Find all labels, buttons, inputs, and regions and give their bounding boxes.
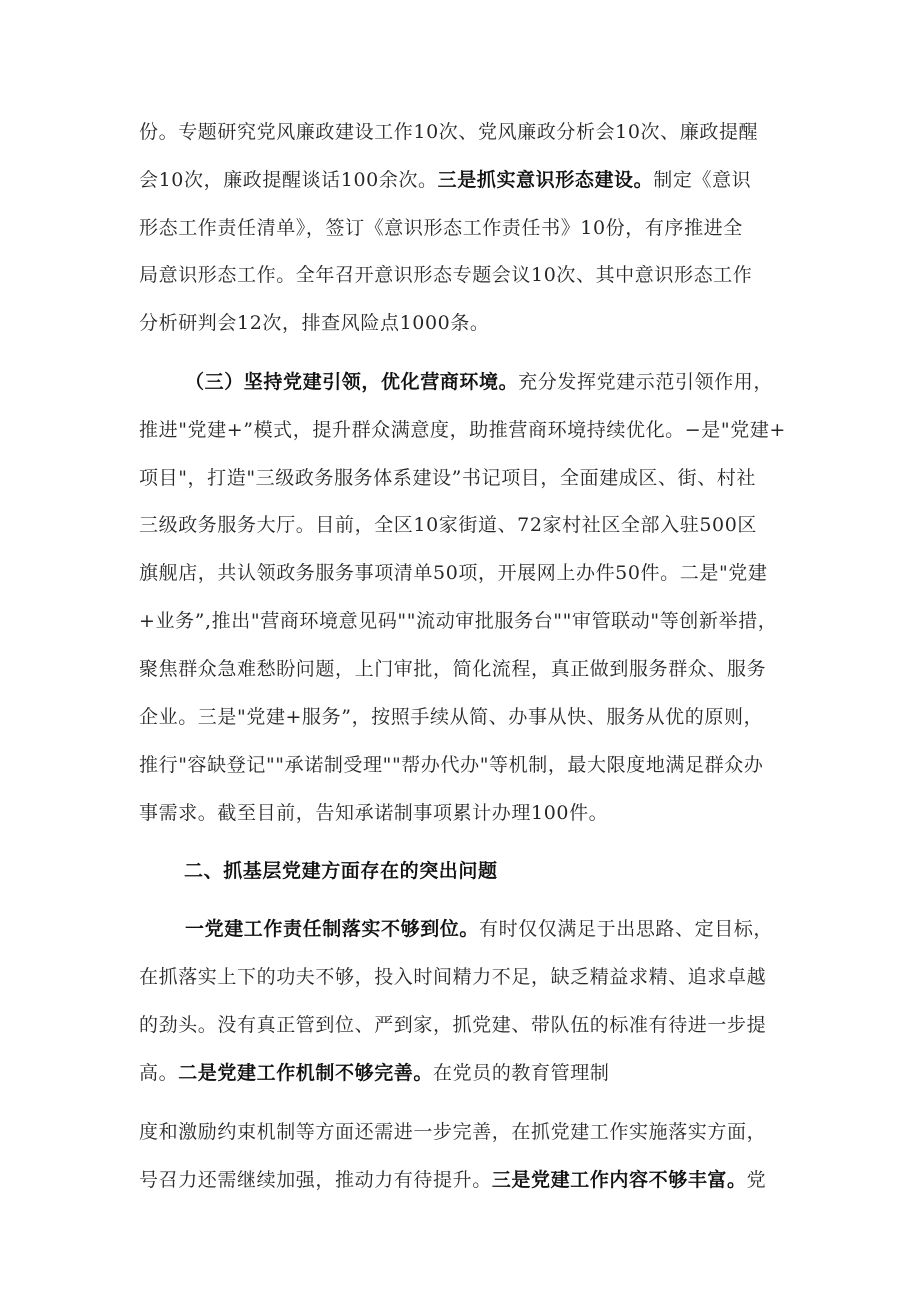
text-segment: 聚焦群众急难愁盼问题，上门审批，简化流程，真正做到服务群众、服务 [139, 658, 767, 680]
text-segment: 会10次，廉政提醒谈话100余次。 [139, 169, 438, 191]
text-segment: 三级政务服务大厅。目前，全区10家街道、72家村社区全部入驻500区 [139, 514, 758, 536]
bold-text-segment: 二是党建工作机制不够完善。 [178, 1062, 434, 1084]
text-line [185, 917, 773, 941]
bold-text-segment: 一党建工作责任制落实不够到位。 [185, 918, 480, 940]
text-segment: 有时仅仅满足于出思路、定目标， [479, 918, 774, 940]
text-segment: 推进"党建+”模式，提升群众满意度，助推营商环境持续优化。−是"党建+ [139, 419, 786, 441]
text-segment: 推行"容缺登记""承诺制受理""帮办代办"等机制，最大限度地满足群众办 [139, 754, 764, 776]
section-heading-three [185, 370, 773, 394]
text-line [139, 311, 490, 335]
text-segment: 党 [746, 1169, 767, 1191]
text-line [139, 1061, 609, 1085]
text-line [139, 263, 752, 287]
text-segment: 局意识形态工作。全年召开意识形态专题会议10次、其中意识形态工作 [139, 264, 753, 286]
text-segment: 形态工作责任清单》，签订《意识形态工作责任书》10份，有序推进全 [139, 217, 743, 239]
text-segment: 制定《意识 [653, 169, 752, 191]
text-line [139, 705, 763, 729]
text-segment: 高。 [139, 1062, 179, 1084]
text-segment: 度和激励约束机制等方面还需进一步完善，在抓党建工作实施落实方面， [139, 1121, 767, 1143]
text-line [139, 418, 786, 442]
text-line [139, 753, 763, 777]
text-line [139, 657, 766, 681]
text-segment: 事需求。截至目前，告知承诺制事项累计办理100件。 [139, 802, 609, 824]
bold-text-segment: 二、抓基层党建方面存在的突出问题 [184, 860, 498, 882]
text-line [139, 1120, 766, 1144]
text-segment: 号召力还需继续加强，推动力有待提升。 [139, 1169, 492, 1191]
text-line [139, 466, 756, 490]
text-line [139, 513, 757, 537]
text-segment: +业务”,推出"营商环境意见码""流动审批服务台""审管联动"等创新举措， [139, 610, 778, 632]
text-segment: 项目"，打造"三级政务服务体系建设”书记项目，全面建成区、街、村社 [139, 467, 756, 489]
text-line [139, 168, 751, 192]
text-segment: 在抓落实上下的功夫不够，投入时间精力不足，缺乏精益求精、追求卓越 [139, 966, 767, 988]
text-line [139, 801, 608, 825]
bold-text-segment: 三是党建工作内容不够丰富。 [491, 1169, 747, 1191]
text-segment: 分析研判会12次，排查风险点1000条。 [139, 312, 490, 334]
text-line [139, 120, 758, 144]
bold-text-segment: （三）坚持党建引领，优化营商环境。 [185, 371, 519, 393]
text-line [139, 965, 766, 989]
text-line [139, 1013, 766, 1037]
text-line [139, 609, 777, 633]
text-segment: 在党员的教育管理制 [433, 1062, 610, 1084]
bold-text-segment: 三是抓实意识形态建设。 [437, 169, 654, 191]
chapter-heading [184, 859, 498, 883]
text-line [139, 561, 768, 585]
text-line [139, 216, 743, 240]
text-segment: 企业。三是"党建+服务”，按照手续从简、办事从快、服务从优的原则， [139, 706, 764, 728]
text-segment: 旗舰店，共认领政务服务事项清单50项，开展网上办件50件。二是"党建 [139, 562, 768, 584]
text-segment: 充分发挥党建示范引领作用， [518, 371, 774, 393]
text-line [139, 1168, 766, 1192]
text-segment: 的劲头。没有真正管到位、严到家，抓党建、带队伍的标准有待进一步提 [139, 1014, 767, 1036]
text-segment: 份。专题研究党风廉政建设工作10次、党风廉政分析会10次、廉政提醒 [139, 121, 759, 143]
